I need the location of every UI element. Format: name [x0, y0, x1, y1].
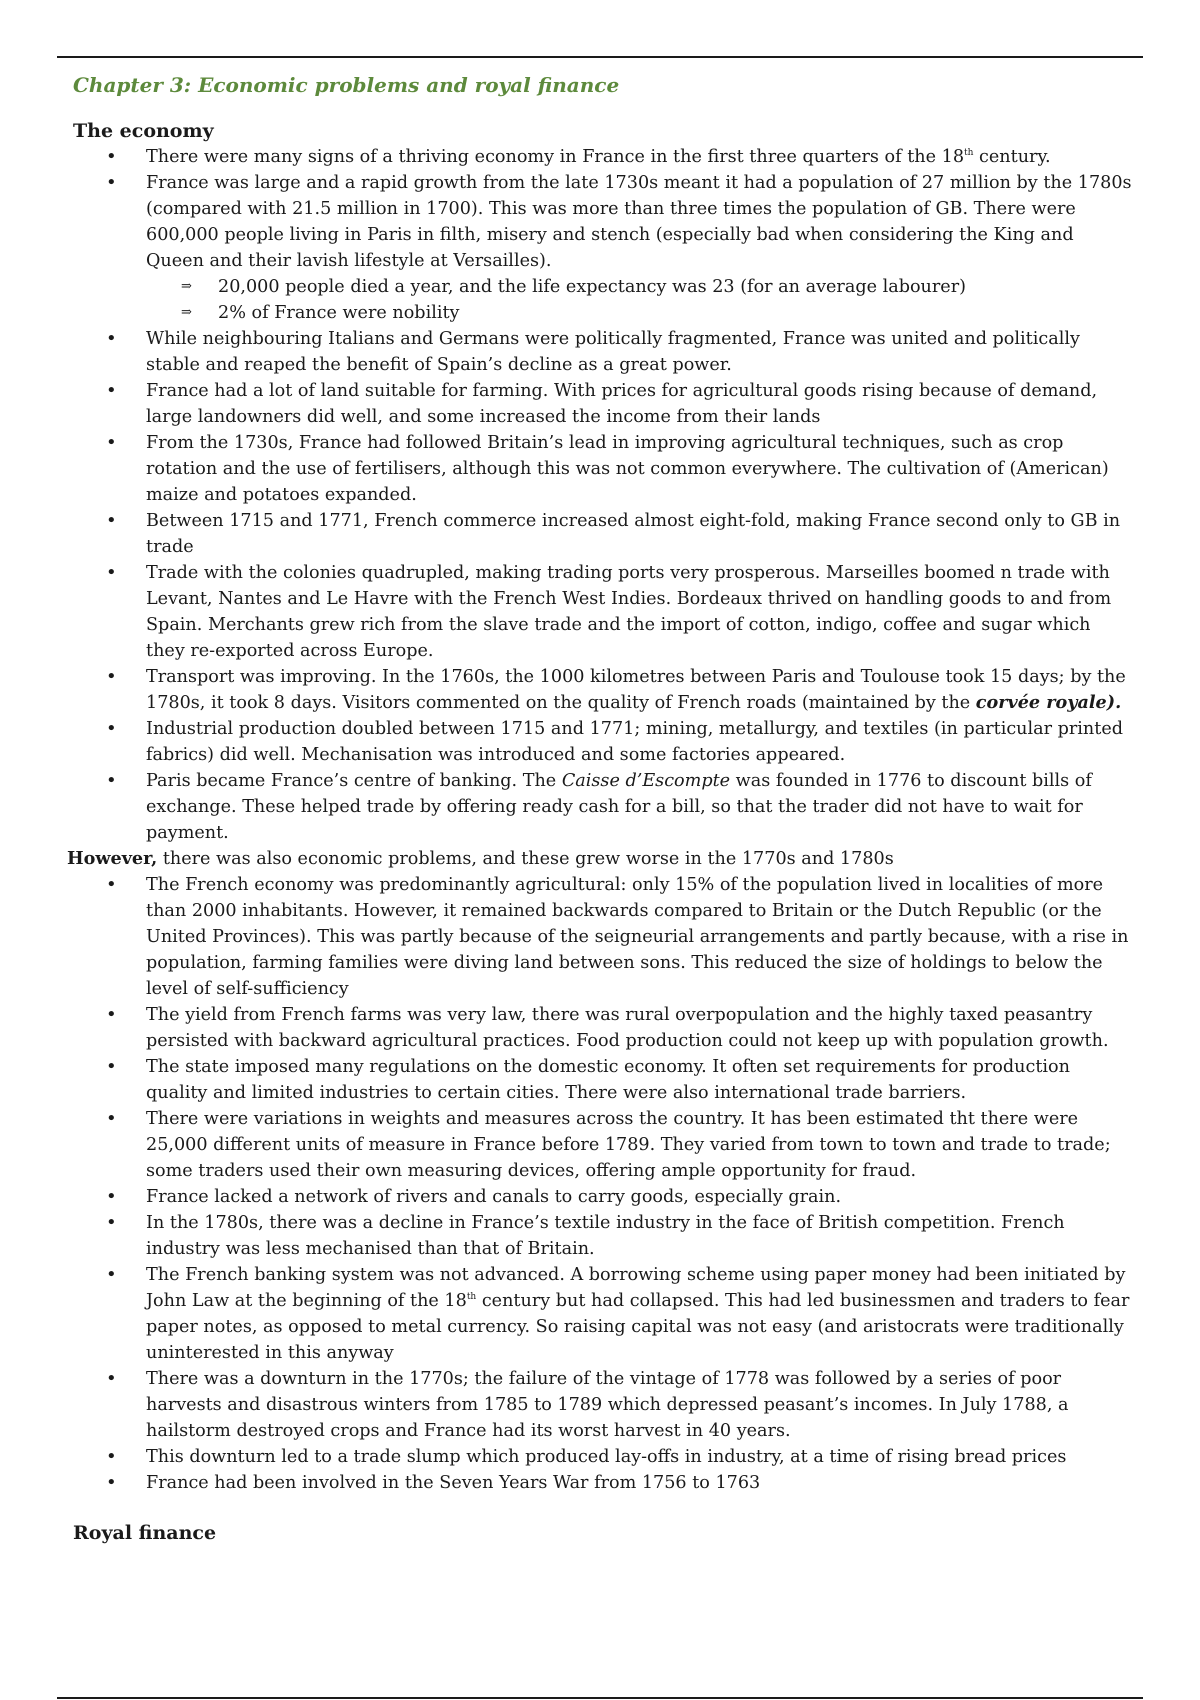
- sub-list-item: ⇒ 2% of France were nobility: [73, 300, 1133, 326]
- list-item: • Industrial production doubled between 1715 and 1771; mining, metallurgy, and textiles (in particular printed fabrics) did well. Mechanisation was introduced and some factories appeared.: [73, 716, 1133, 768]
- economy-bullet-list: [73, 144, 1133, 846]
- list-item: • France was large and a rapid growth from the late 1730s meant it had a population of 27 million by the 1780s (compared with 21.5 million in 1700). This was more than three times the population of GB. There were 600,000 people living in Paris in filth, misery and stench (especially bad when considering the King and Queen and their lavish lifestyle at Versailles). ⇒ 20,000 people died a year, and the life expectancy was 23 (for an average labourer) ⇒ 2% of France were nobility: [73, 170, 1133, 326]
- list-item: • The French economy was predominantly agricultural: only 15% of the population lived in localities of more than 2000 inhabitants. However, it remained backwards compared to Britain or the Dutch Republic (or the United Provinces). This was partly because of the seigneurial arrangements and partly because, with a rise in population, farming families were diving land between sons. This reduced the size of holdings to below the level of self-sufficiency: [73, 872, 1133, 1002]
- document-body: [67, 72, 1133, 1546]
- list-item: • The French banking system was not advanced. A borrowing scheme using paper money had been initiated by John Law at the beginning of the 18th century but had collapsed. This had led businessmen and traders to fear paper notes, as opposed to metal currency. So raising capital was not easy (and aristocrats were traditionally uninterested in this anyway: [73, 1262, 1133, 1366]
- list-item: • France lacked a network of rivers and canals to carry goods, especially grain.: [73, 1184, 1133, 1210]
- list-item: • Paris became France’s centre of banking. The Caisse d’Escompte was founded in 1776 to discount bills of exchange. These helped trade by offering ready cash for a bill, so that the trader did not have to wait for payment.: [73, 768, 1133, 846]
- sub-list: [146, 274, 1133, 326]
- list-item: • While neighbouring Italians and Germans were politically fragmented, France was united and politically stable and reaped the benefit of Spain’s decline as a great power.: [73, 326, 1133, 378]
- list-item: • France had been involved in the Seven Years War from 1756 to 1763: [73, 1470, 1133, 1496]
- list-item: • Transport was improving. In the 1760s, the 1000 kilometres between Paris and Toulouse took 15 days; by the 1780s, it took 8 days. Visitors commented on the quality of French roads (maintained by the corvée royale).: [73, 664, 1133, 716]
- however-paragraph: However, there was also economic problems, and these grew worse in the 1770s and 1780s: [67, 848, 894, 869]
- emphasized-term: Caisse d’Escompte: [561, 771, 731, 791]
- emphasized-term: corvée royale).: [975, 692, 1122, 713]
- top-rule: [57, 56, 1143, 58]
- list-item: • France had a lot of land suitable for farming. With prices for agricultural goods rising because of demand, large landowners did well, and some increased the income from their lands: [73, 378, 1133, 430]
- section-heading-royal-finance: Royal finance: [73, 1522, 217, 1544]
- list-item: • There were variations in weights and measures across the country. It has been estimated tht there were 25,000 different units of measure in France before 1789. They varied from town to town and trade to trade; some traders used their own measuring devices, offering ample opportunity for fraud.: [73, 1106, 1133, 1184]
- list-item: • Trade with the colonies quadrupled, making trading ports very prosperous. Marseilles boomed n trade with Levant, Nantes and Le Havre with the French West Indies. Bordeaux thrived on handling goods to and from Spain. Merchants grew rich from the slave trade and the import of cotton, indigo, coffee and sugar which they re-exported across Europe.: [73, 560, 1133, 664]
- list-item: • There were many signs of a thriving economy in France in the first three quarters of the 18th century.: [73, 144, 1133, 170]
- section-heading-economy: The economy: [73, 120, 214, 142]
- list-item: • The yield from French farms was very law, there was rural overpopulation and the highly taxed peasantry persisted with backward agricultural practices. Food production could not keep up with population growth.: [73, 1002, 1133, 1054]
- list-item: • There was a downturn in the 1770s; the failure of the vintage of 1778 was followed by a series of poor harvests and disastrous winters from 1785 to 1789 which depressed peasant’s incomes. In July 1788, a hailstorm destroyed crops and France had its worst harvest in 40 years.: [73, 1366, 1133, 1444]
- list-item: • Between 1715 and 1771, French commerce increased almost eight-fold, making France second only to GB in trade: [73, 508, 1133, 560]
- double-arrow-icon: ⇒: [181, 305, 192, 320]
- list-item: • The state imposed many regulations on the domestic economy. It often set requirements for production quality and limited industries to certain cities. There were also international trade barriers.: [73, 1054, 1133, 1106]
- list-item: • This downturn led to a trade slump which produced lay-offs in industry, at a time of rising bread prices: [73, 1444, 1133, 1470]
- sub-list-item: ⇒ 20,000 people died a year, and the life expectancy was 23 (for an average labourer): [73, 274, 1133, 300]
- list-item: • In the 1780s, there was a decline in France’s textile industry in the face of British competition. French industry was less mechanised than that of Britain.: [73, 1210, 1133, 1262]
- list-item: • From the 1730s, France had followed Britain’s lead in improving agricultural techniques, such as crop rotation and the use of fertilisers, although this was not common everywhere. The cultivation of (American) maize and potatoes expanded.: [73, 430, 1133, 508]
- double-arrow-icon: ⇒: [181, 279, 192, 294]
- problems-bullet-list: [73, 872, 1133, 1496]
- chapter-title: Chapter 3: Economic problems and royal finance: [73, 73, 620, 97]
- bottom-rule: [57, 1697, 1143, 1699]
